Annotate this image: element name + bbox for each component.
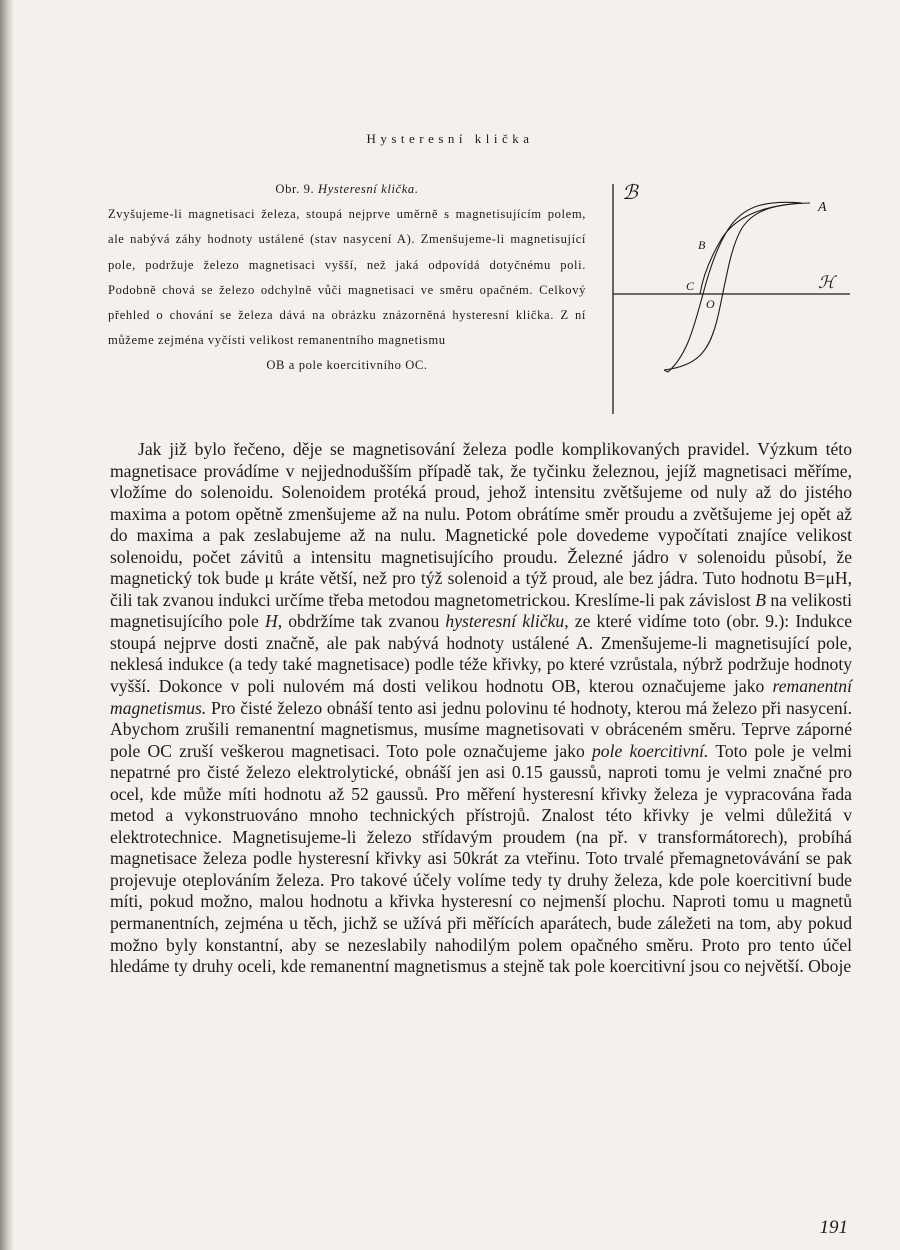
caption-title: Hysteresní klička. [318, 182, 419, 196]
b-axis-label: ℬ [622, 182, 638, 204]
point-b-label: B [698, 238, 706, 252]
body-text-run-2: na velikosti magnetisujícího pole [110, 589, 852, 632]
variable-h: H [264, 611, 278, 632]
caption-title-line [108, 177, 586, 202]
caption-figure-label: Obr. 9. [275, 182, 315, 196]
point-c-label: C [686, 279, 695, 293]
page-number: 191 [819, 1217, 848, 1238]
initial-magnetization-curve [700, 203, 802, 294]
variable-b: B [755, 589, 766, 610]
term-remanent-magnetism: remanentní magnetismus. [110, 676, 852, 718]
body-text-run-6: Toto pole je velmi nepatrné pro čisté železo elektrolytické, obnáší jen asi 0.15 gaussů, naproti tomu je velmi značné pro ocel, kde může míti hodnotu až 52 gaussů. Pro měření hysteresní křivky železa je vypracována řada metod a vykonstruováno mnoho technických přístrojů. Znalost této křivky je velmi důležitá v elektrotechnice. Magnetisujeme-li železo střídavým proudem (na př. v transformátorech), probíhá magnetisace železa podle hysteresní křivky asi 50krát za vteřinu. Toto trvalé přemagnetovávání se pak projevuje oteplováním železa. Pro takové účely volíme tedy ty druhy železa, kde pole koercitivní bude míti, pokud možno, malou hodnotu a křivka hysteresní co nejmenší plochu. Naproti tomu u magnetů permanentních, zejména u těch, jichž se užívá při měřících aparátech, bude záležeti na tom, aby pokud možno byly konstantní, aby se nezeslabily nahodilým polem opačného směru. Proto pro tento účel hledáme ty druhy oceli, kde remanentní magnetismus a stejně tak pole koercitivní jsou co největší. Oboje [110, 740, 852, 977]
body-paragraph [110, 439, 852, 978]
point-o-label: O [706, 297, 715, 311]
term-coercive-field: pole koercitivní. [591, 740, 709, 761]
body-text-run-4: ze které vidíme toto (obr. 9.): Indukce stoupá nejprve dosti značně, ale pak nabývá hodnoty ustálené A. Zmenšujeme-li magnetisující pole, neklesá indukce (a tedy také magnetisace) podle téže křivky, po které vzrůstala, nýbrž podržuje hodnoty vyšší. Dokonce v poli nulovém má dosti velikou hodnotu OB, kterou označujeme jako [110, 611, 852, 697]
figure-caption [108, 177, 586, 379]
body-text-run-5: Pro čisté železo obnáší tento asi jednu polovinu té hodnoty, kterou má železo při nasycení. Abychom zrušili remanentní magnetismus, musíme magnetisovati v obráceném směru. Teprve záporné pole OC zruší veškerou magnetisaci. Toto pole označujeme jako [110, 697, 852, 761]
body-text-run-3: , obdržíme tak zvanou [277, 611, 446, 632]
caption-last-line: OB a pole koercitivního OC. [266, 358, 428, 373]
body-text-run-1: Jak již bylo řečeno, děje se magnetisování železa podle komplikovaných pravidel. Výzkum této magnetisace provádíme v nejjednodušším případě tak, že tyčinku železnou, jejíž magnetisaci měříme, vložíme do solenoidu. Solenoidem protéká proud, jehož intensitu zvětšujeme od nuly až do jistého maxima a potom opětně zmenšujeme až na nulu. Potom obrátíme směr proudu a zvětšujeme jej opět až do maxima a pak zeslabujeme až na nulu. Magnetické pole dovedeme vypočítati znajíce velikost solenoidu, počet závitů a intensitu magnetisujícího proudu. Železné jádro v solenoidu působí, že magnetický tok bude μ kráte větší, než pro týž solenoid a týž proud, ale bez jádra. Tuto hodnotu B=μH, čili tak zvanou indukci určíme třeba metodou magnetometrickou. Kreslíme-li pak závislost [110, 439, 852, 610]
h-axis-label: ℋ [818, 273, 835, 292]
running-head: Hysteresní klička [366, 131, 534, 146]
hysteresis-loop-figure [606, 176, 856, 416]
body-text [110, 439, 852, 978]
term-hysteresis-loop: hysteresní kličku, [445, 611, 569, 632]
caption-text: Zvyšujeme-li magnetisaci železa, stoupá nejprve uměrně s magnetisujícím polem, ale nabývá záhy hodnoty ustálené (stav nasycení A). Zmenšujeme-li magnetisující pole, podržuje železo magnetisaci vyšší, než jaká odpovídá dotyčnému poli. Podobně chová se železo odchylně vůči magnetisaci ve směru opačném. Celkový přehled o chování se železa dává na obrázku znázorněná hysteresní klička. Z ní můžeme zejména vyčísti velikost remanentního magnetismu [108, 207, 586, 348]
page-binding-shadow [0, 0, 14, 1250]
point-a-label: A [818, 200, 827, 215]
upper-branch [664, 202, 802, 372]
